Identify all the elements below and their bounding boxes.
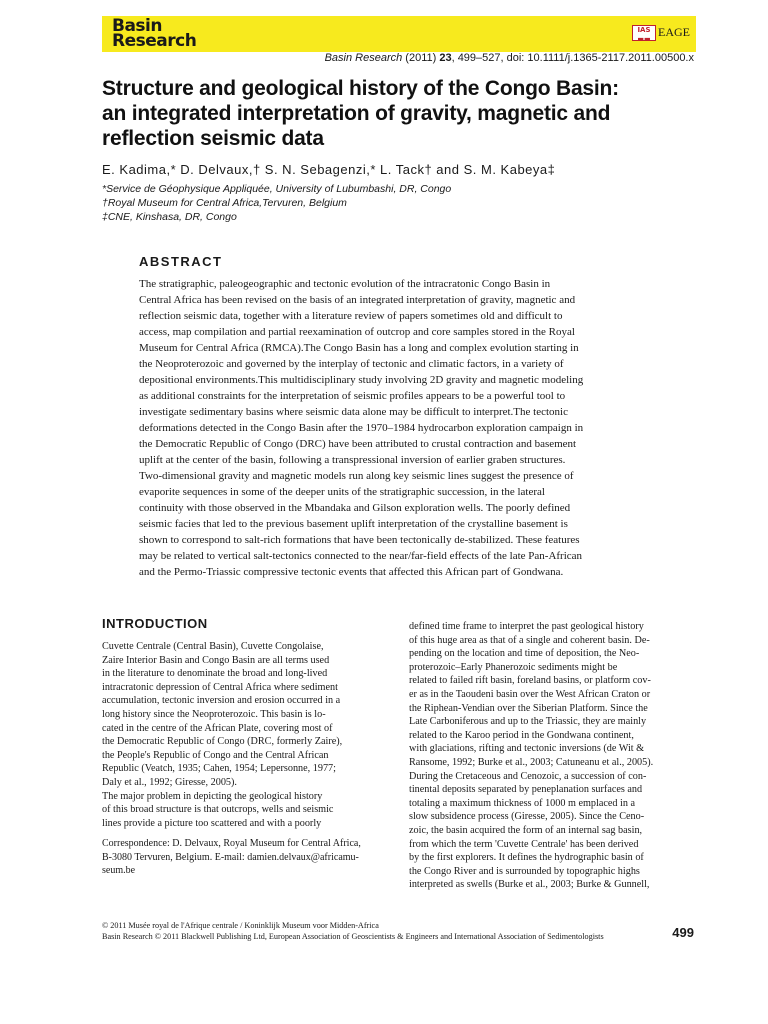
citation-journal: Basin Research: [324, 52, 403, 64]
body-line: er as in the Taoudeni basin over the West African Craton or: [409, 688, 651, 700]
abstract-line: shown to correspond to salt-rich formations that have been tectonically de-stabilized. These features: [139, 534, 580, 546]
introduction-right-column: [409, 620, 695, 892]
affiliation: ‡CNE, Kinshasa, DR, Congo: [102, 211, 237, 223]
body-line: accumulation, tectonic inversion and erosion occurred in a: [102, 695, 341, 707]
copyright-line: © 2011 Musée royal de l'Afrique centrale / Koninklijk Museum voor Midden-Africa: [102, 921, 379, 930]
body-line: zoic, the basin acquired the form of an internal sag basin,: [409, 824, 643, 836]
abstract-body: [139, 276, 659, 580]
body-line: from which the term 'Cuvette Centrale' has been derived: [409, 838, 639, 850]
journal-logo-line1: Basin: [112, 16, 162, 36]
abstract-line: Central Africa has been revised on the basis of an integrated interpretation of gravity, magnetic and: [139, 294, 576, 306]
copyright-line: Basin Research © 2011 Blackwell Publishing Ltd, European Association of Geoscientists & Engineers and International Association of Sedimentologists: [102, 932, 604, 941]
abstract-line: the Neoproterozoic and governed by the interplay of tectonic and climatic factors, in a variety of: [139, 358, 564, 370]
abstract-line: as additional constraints for the interpretation of seismic profiles appears to be a powerful tool to: [139, 390, 566, 402]
body-line: the People's Republic of Congo and the Central African: [102, 749, 329, 761]
abstract-line: continuity with those observed in the Mbandaka and Gilson exploration wells. The poorly defined: [139, 502, 571, 514]
abstract-line: The stratigraphic, paleogeographic and tectonic evolution of the intracratonic Congo Basin in: [139, 278, 551, 290]
body-line: totaling a maximum thickness of 1000 m emplaced in a: [409, 797, 636, 809]
abstract-line: reflection seismic data, together with a literature review of papers sometimes old and difficult to: [139, 310, 563, 322]
body-line: Ransome, 1992; Burke et al., 2003; Catuneanu et al., 2005).: [409, 756, 654, 768]
body-line: with glaciations, rifting and tectonic inversions (de Wit &: [409, 743, 645, 755]
body-line: by the first explorers. It defines the hydrographic basin of: [409, 852, 644, 864]
journal-logo-line2: Research: [112, 31, 197, 51]
body-line: During the Cretaceous and Cenozoic, a succession of con-: [409, 770, 647, 782]
correspondence-line: seum.be: [102, 865, 136, 876]
citation-year: (2011): [402, 52, 440, 64]
body-line: cated in the centre of the African Plate, covering most of: [102, 722, 333, 734]
abstract-line: Two-dimensional gravity and magnetic models run along key seismic lines suggest the presence of: [139, 470, 574, 482]
abstract-line: Museum for Central Africa (RMCA).The Congo Basin has a long and complex evolution starting in: [139, 342, 579, 354]
abstract-line: evaporite sequences in some of the deeper units of the stratigraphic succession, in the lateral: [139, 486, 545, 498]
abstract-line: uplift at the center of the basin, following a transpressional inversion of earlier graben structures.: [139, 454, 566, 466]
body-line: of this broad structure is that outcrops, wells and seismic: [102, 804, 334, 816]
body-line: Republic (Veatch, 1935; Cahen, 1954; Lepersonne, 1977;: [102, 763, 336, 775]
copyright-footer: [102, 920, 604, 942]
body-line: related to failed rift basin, foreland basins, or platform cov-: [409, 675, 651, 687]
author-list: E. Kadima,* D. Delvaux,† S. N. Sebagenzi,* L. Tack† and S. M. Kabeya‡: [102, 162, 556, 177]
correspondence-note: [102, 837, 392, 878]
body-line: in the literature to denominate the broad and long-lived: [102, 668, 328, 680]
body-line: defined time frame to interpret the past geological history: [409, 621, 644, 632]
body-line: The major problem in depicting the geological history: [102, 790, 323, 802]
ias-logo-mark: ▬▬: [637, 35, 651, 43]
body-line: long history since the Neoproterozoic. This basin is lo-: [102, 708, 326, 720]
body-line: related to the Karoo period in the Gondwana continent,: [409, 729, 634, 741]
citation-line: [325, 52, 694, 64]
body-line: the Democratic Republic of Congo (DRC, formerly Zaire),: [102, 736, 343, 748]
citation-pages-doi: , 499–527, doi: 10.1111/j.1365-2117.2011.00500.x: [451, 52, 694, 64]
abstract-line: investigate sedimentary basins where seismic data alone may be difficult to interpret.The tectonic: [139, 406, 568, 418]
body-line: tinental deposits separated by peneplanation surfaces and: [409, 784, 643, 796]
abstract-line: the Democratic Republic of Congo (DRC) have been attributed to crustal contraction and basement: [139, 438, 577, 450]
abstract-heading: ABSTRACT: [139, 254, 223, 269]
body-line: of this huge area as that of a single and coherent basin. De-: [409, 634, 650, 646]
introduction-left-column: [102, 640, 386, 830]
body-line: slow subsidence process (Giresse, 2005). Since the Ceno-: [409, 811, 645, 823]
title-line: Structure and geological history of the Congo Basin:: [102, 77, 619, 100]
ias-logo-text: IAS: [637, 26, 651, 34]
body-line: the Riphean-Vendian over the Siberian Platform. Since the: [409, 702, 648, 714]
title-line: an integrated interpretation of gravity, magnetic and: [102, 102, 611, 125]
page-number: 499: [672, 925, 694, 940]
body-line: lines provide a picture too scattered and with a poorly: [102, 817, 322, 829]
body-line: interpreted as swells (Burke et al., 2003; Burke & Gunnell,: [409, 879, 650, 891]
body-line: Late Carboniferous and up to the Triassic, they are mainly: [409, 716, 647, 728]
abstract-line: seismic facies that led to the previous basement uplift interpretation of the crystalline basement is: [139, 518, 568, 530]
introduction-heading: INTRODUCTION: [102, 616, 208, 631]
eage-logo: EAGE: [658, 25, 690, 39]
body-line: intracratonic depression of Central Africa where sediment: [102, 681, 338, 693]
citation-volume: 23: [439, 52, 452, 64]
ias-logo: [632, 25, 656, 41]
body-line: proterozoic–Early Phanerozoic sediments might be: [409, 661, 618, 673]
abstract-line: may be related to vertical salt-tectonics connected to the near/far-field effects of the late Pan-African: [139, 550, 583, 562]
title-line: reflection seismic data: [102, 127, 324, 150]
abstract-line: access, map compilation and partial reexamination of outcrop and core samples stored in the Royal: [139, 326, 575, 338]
abstract-line: and the Permo-Triassic compressive tectonic events that affected this African part of Gondwana.: [139, 566, 564, 578]
journal-logo: [112, 16, 197, 51]
affiliation: *Service de Géophysique Appliquée, University of Lubumbashi, DR, Congo: [102, 183, 452, 195]
abstract-line: depositional environments.This multidisciplinary study involving 2D gravity and magnetic modeling: [139, 374, 584, 386]
body-line: Cuvette Centrale (Central Basin), Cuvette Congolaise,: [102, 641, 324, 652]
body-line: the Congo River and is surrounded by topographic highs: [409, 865, 640, 877]
body-line: Daly et al., 1992; Giresse, 2005).: [102, 776, 237, 788]
correspondence-line: Correspondence: D. Delvaux, Royal Museum for Central Africa,: [102, 838, 361, 849]
correspondence-line: B-3080 Tervuren, Belgium. E-mail: damien.delvaux@africamu-: [102, 851, 359, 863]
abstract-line: deformations detected in the Congo Basin after the 1970–1984 hydrocarbon exploration campaign in: [139, 422, 584, 434]
affiliation: †Royal Museum for Central Africa,Tervuren, Belgium: [102, 197, 347, 209]
body-line: Zaire Interior Basin and Congo Basin are all terms used: [102, 654, 330, 666]
article-title: [102, 76, 702, 151]
body-line: pending on the location and time of deposition, the Neo-: [409, 648, 640, 660]
